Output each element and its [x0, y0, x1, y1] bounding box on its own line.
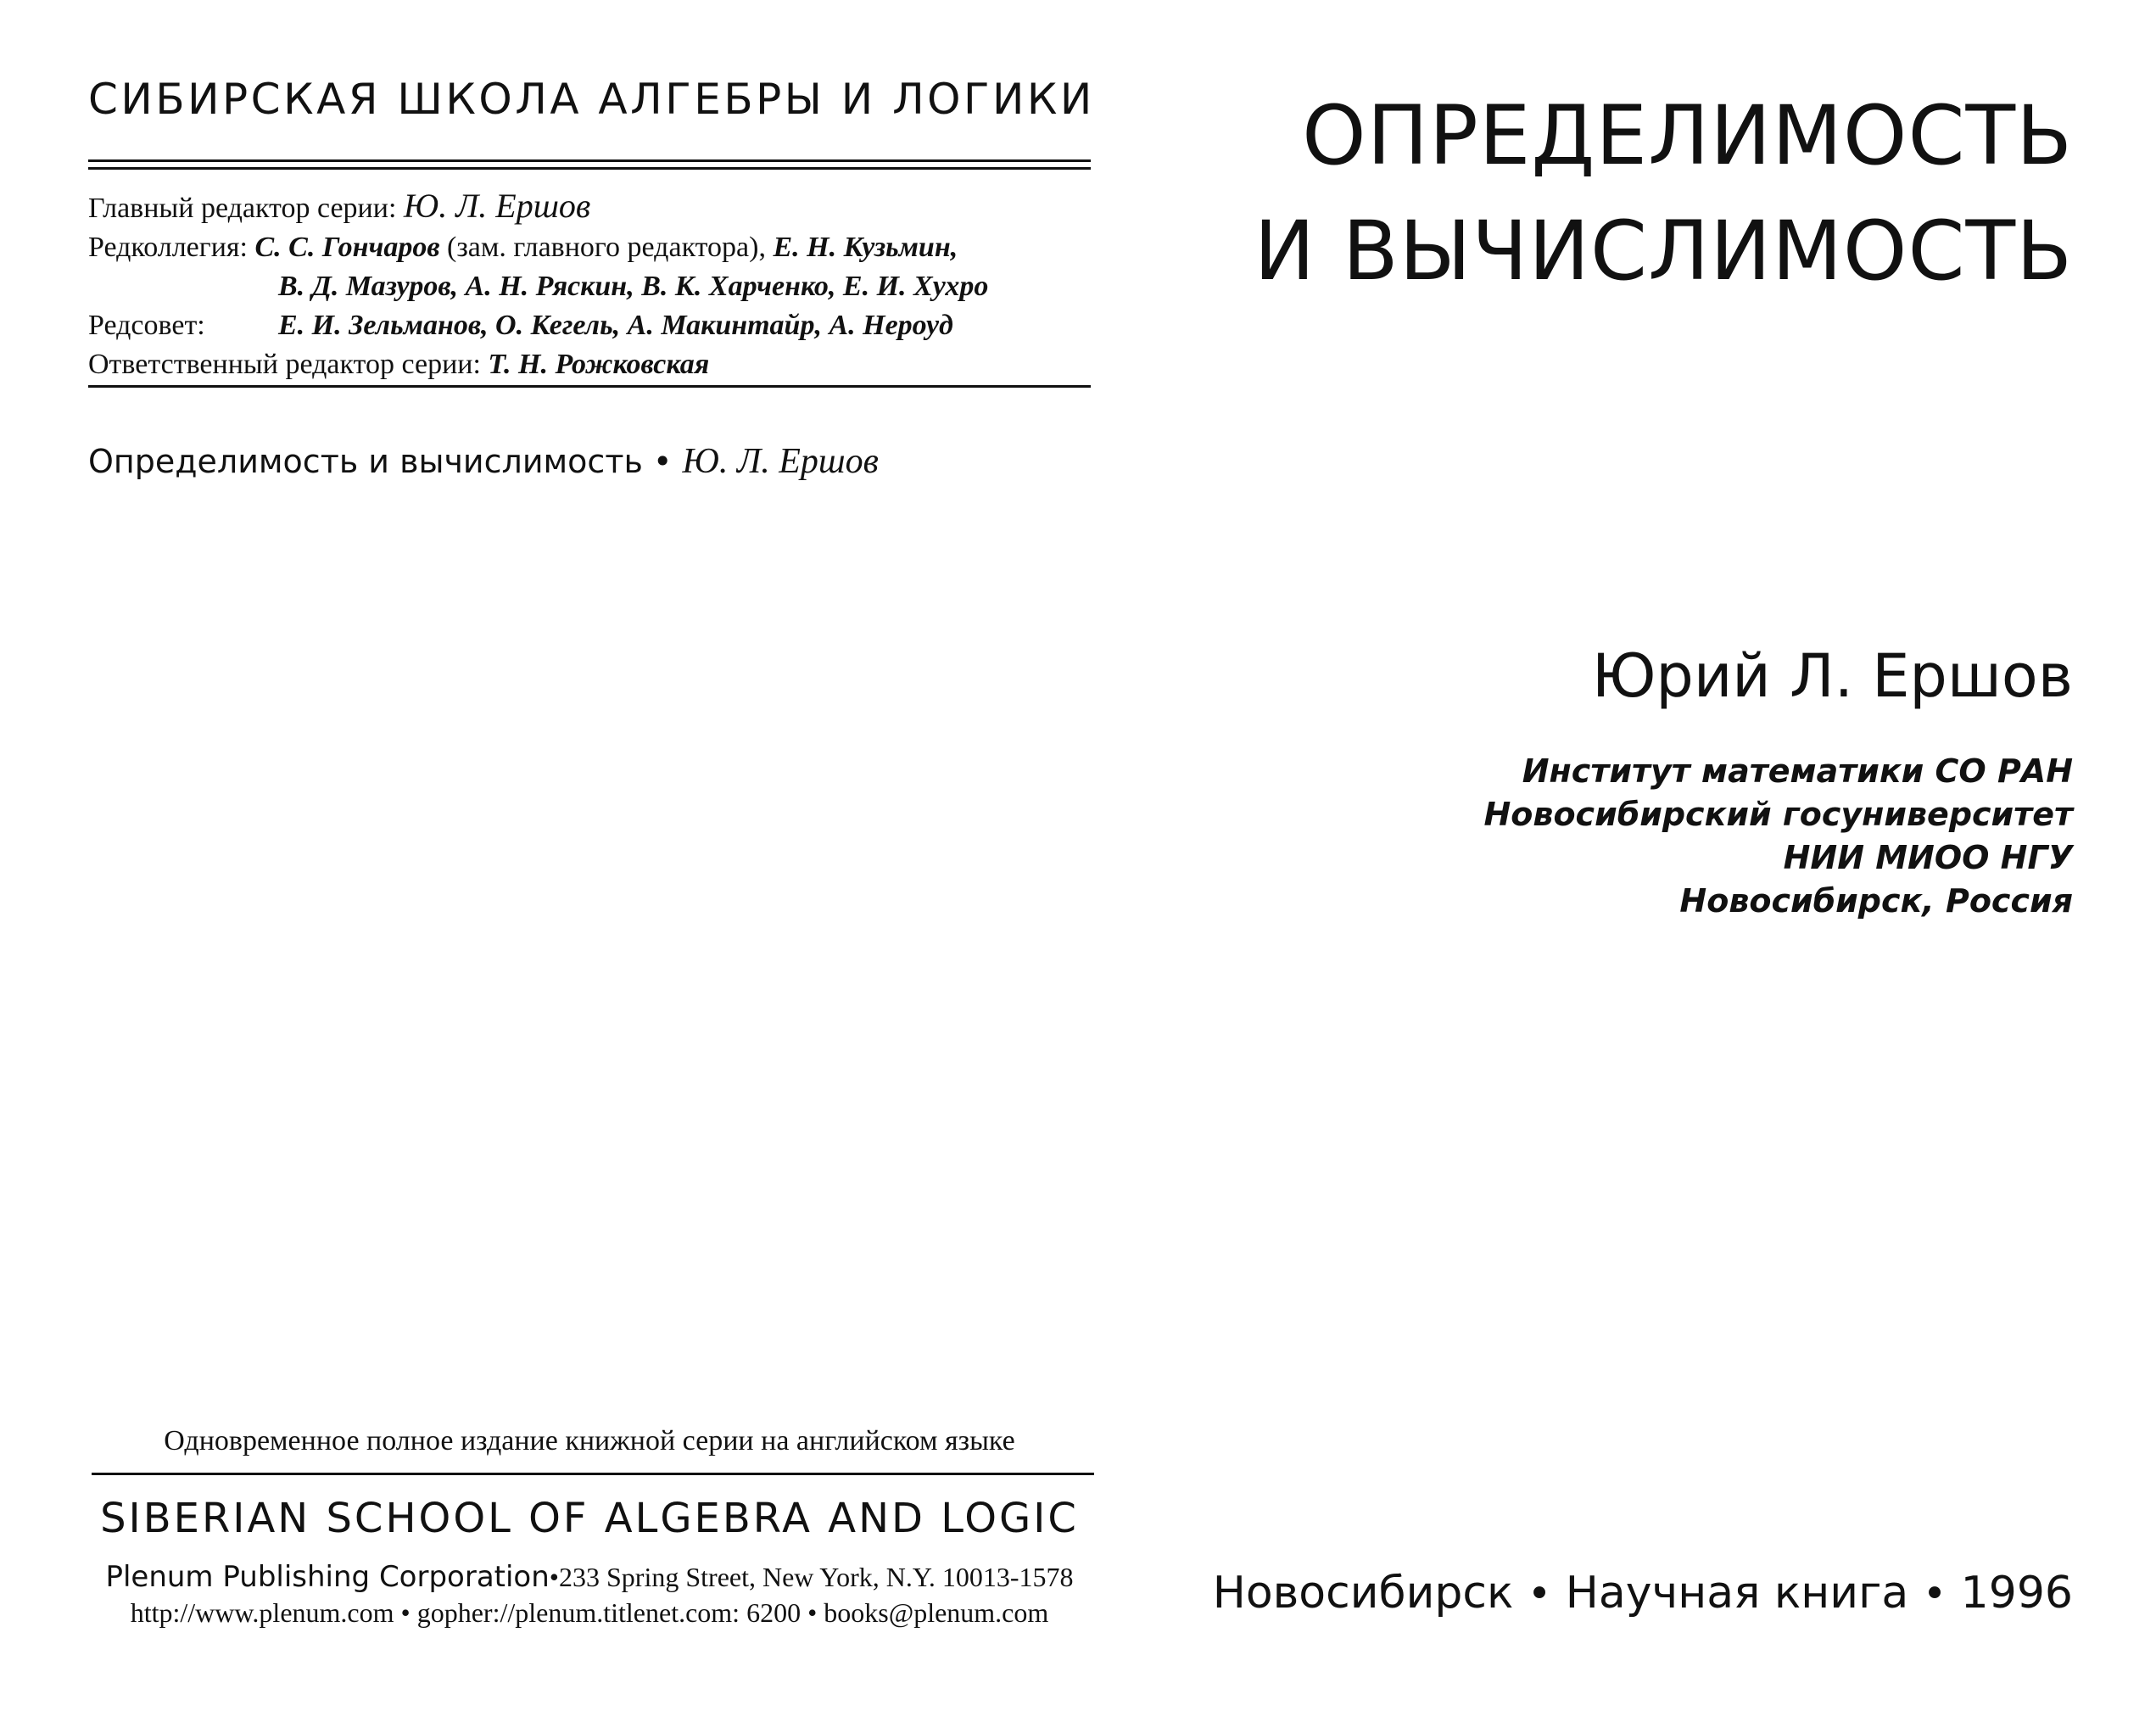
- series-rule-bottom: [88, 385, 1091, 388]
- resp-editor-label: Ответственный редактор серии:: [88, 349, 481, 380]
- affiliation-line: Новосибирский госуниверситет: [1483, 796, 2073, 833]
- bullet: •: [549, 1562, 559, 1592]
- author-name: Юрий Л. Ершов: [1591, 641, 2073, 711]
- imprint-line: [1213, 1568, 2073, 1619]
- affiliation-line: НИИ МИОО НГУ: [1783, 839, 2073, 876]
- board-deputy: С. С. Гончаров: [254, 232, 440, 263]
- book-author: Ю. Л. Ершов: [682, 442, 879, 481]
- book-title: Определимость и вычислимость: [88, 443, 643, 480]
- imprint-city: Новосибирск: [1212, 1568, 1514, 1619]
- series-credits: [88, 187, 988, 384]
- publisher-contacts: http://www.plenum.com • gopher://plenum.titlenet.com: 6200 • books@plenum.com: [130, 1597, 1049, 1628]
- board-deputy-role: (зам. главного редактора),: [447, 232, 766, 263]
- bullet: •: [1527, 1570, 1552, 1618]
- board-line-1: [88, 228, 988, 267]
- board-member: Е. Н. Кузьмин,: [773, 232, 958, 263]
- publisher-line: [68, 1559, 1111, 1595]
- english-series-title: SIBERIAN SCHOOL OF ALGEBRA AND LOGIC: [100, 1495, 1079, 1542]
- resp-editor-name: Т. Н. Рожковская: [488, 349, 710, 380]
- publisher-name: Plenum Publishing Corporation: [105, 1560, 550, 1594]
- title-line-1: ОПРЕДЕЛИМОСТЬ: [1302, 88, 2073, 183]
- series-rule-top: [88, 159, 1091, 162]
- editor-name: Ю. Л. Ершов: [403, 187, 591, 225]
- bullet: •: [1922, 1570, 1947, 1618]
- editor-line: [88, 187, 988, 228]
- board-line-2: [88, 267, 988, 306]
- imprint-year: 1996: [1960, 1568, 2073, 1619]
- book-main-title: [1254, 78, 2073, 309]
- imprint-publisher: Научная книга: [1565, 1568, 1909, 1619]
- council-label: Редсовет:: [88, 310, 205, 341]
- book-line: [88, 441, 879, 482]
- editor-label: Главный редактор серии:: [88, 193, 397, 224]
- council-names: Е. И. Зельманов, О. Кегель, А. Макинтайр, А. Нероуд: [278, 310, 953, 341]
- english-series-rule: [92, 1473, 1094, 1475]
- resp-editor-line: [88, 345, 988, 384]
- council-line: [88, 306, 988, 345]
- board-label: Редколлегия:: [88, 232, 248, 263]
- board-members: В. Д. Мазуров, А. Н. Ряскин, В. К. Харченко, Е. И. Хухро: [278, 271, 989, 302]
- affiliation-line: Институт математики СО РАН: [1522, 752, 2073, 790]
- title-line-2: И ВЫЧИСЛИМОСТЬ: [1254, 204, 2073, 299]
- bullet: •: [652, 443, 673, 480]
- simultaneous-edition-note: Одновременное полное издание книжной серии на английском языке: [164, 1425, 1015, 1457]
- publisher-block: [68, 1559, 1111, 1630]
- affiliation-line: Новосибирск, Россия: [1679, 882, 2073, 920]
- series-title: СИБИРСКАЯ ШКОЛА АЛГЕБРЫ И ЛОГИКИ: [88, 75, 1095, 124]
- author-affiliations: [1483, 750, 2073, 923]
- publisher-address: 233 Spring Street, New York, N.Y. 10013-1578: [559, 1562, 1074, 1592]
